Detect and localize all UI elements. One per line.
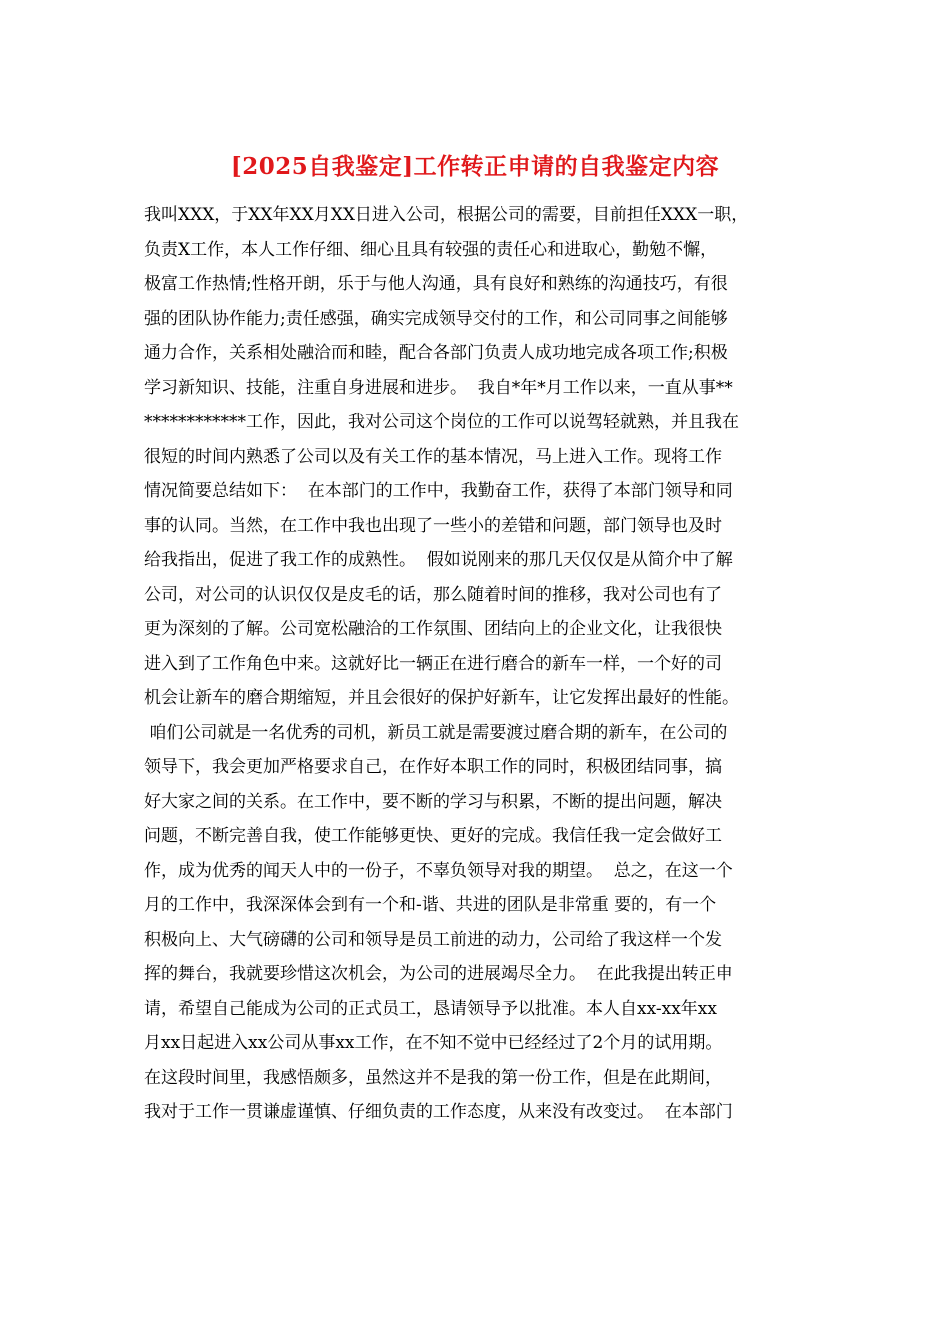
body-line-9: 情况简要总结如下： 在本部门的工作中，我勤奋工作，获得了本部门领导和同	[144, 481, 733, 501]
body-line-19: 问题，不断完善自我，使工作能够更快、更好的完成。我信任我一定会做好工	[144, 826, 722, 846]
body-line-1: 我叫XXX，于XX年XX月XX日进入公司，根据公司的需要，目前担任XXX一职，	[144, 205, 749, 225]
body-line-23: 挥的舞台，我就要珍惜这次机会，为公司的进展竭尽全力。 在此我提出转正申	[144, 964, 733, 984]
body-line-18: 好大家之间的关系。在工作中，要不断的学习与积累，不断的提出问题，解决	[144, 791, 722, 812]
body-line-24: 请，希望自己能成为公司的正式员工，恳请领导予以批准。本人自xx-xx年xx	[144, 998, 717, 1019]
body-line-21: 月的工作中，我深深体会到有一个和-谐、共进的团队是非常重 要的，有一个	[144, 895, 717, 915]
body-line-4: 强的团队协作能力;责任感强，确实完成领导交付的工作，和公司同事之间能够	[144, 308, 728, 329]
body-line-22: 积极向上、大气磅礴的公司和领导是员工前进的动力，公司给了我这样一个发	[144, 929, 722, 950]
document-body	[144, 198, 809, 1130]
body-line-27: 我对于工作一贯谦虚谨慎、仔细负责的工作态度，从来没有改变过。 在本部门	[144, 1102, 733, 1122]
body-line-2: 负责X工作，本人工作仔细、细心且具有较强的责任心和进取心，勤勉不懈，	[144, 239, 718, 260]
body-line-12: 公司，对公司的认识仅仅是皮毛的话，那么随着时间的推移，我对公司也有了	[144, 584, 722, 605]
body-line-20: 作，成为优秀的闻天人中的一份子，不辜负领导对我的期望。 总之，在这一个	[144, 860, 733, 881]
body-line-16: 咱们公司就是一名优秀的司机，新员工就是需要渡过磨合期的新车，在公司的	[144, 722, 728, 743]
body-line-7: ************工作，因此，我对公司这个岗位的工作可以说驾轻就熟，并且我在	[144, 412, 739, 432]
body-line-14: 进入到了工作角色中来。这就好比一辆正在进行磨合的新车一样，一个好的司	[144, 653, 722, 674]
body-line-5: 通力合作，关系相处融洽而和睦，配合各部门负责人成功地完成各项工作;积极	[144, 343, 728, 363]
body-line-25: 月xx日起进入xx公司从事xx工作，在不知不觉中已经经过了2个月的试用期。	[144, 1033, 723, 1053]
body-line-13: 更为深刻的了解。公司宽松融洽的工作氛围、团结向上的企业文化，让我很快	[144, 619, 722, 639]
body-line-26: 在这段时间里，我感悟颇多，虽然这并不是我的第一份工作，但是在此期间，	[144, 1067, 722, 1088]
body-line-11: 给我指出，促进了我工作的成熟性。 假如说刚来的那几天仅仅是从简介中了解	[144, 550, 733, 570]
body-line-17: 领导下，我会更加严格要求自己，在作好本职工作的同时，积极团结同事，搞	[144, 757, 722, 777]
body-line-6: 学习新知识、技能，注重自身进展和进步。 我自*年*月工作以来，一直从事**	[144, 377, 733, 398]
document-title: [2025自我鉴定]工作转正申请的自我鉴定内容	[230, 153, 720, 180]
body-line-3: 极富工作热情;性格开朗，乐于与他人沟通，具有良好和熟练的沟通技巧，有很	[144, 274, 728, 294]
body-line-8: 很短的时间内熟悉了公司以及有关工作的基本情况，马上进入工作。现将工作	[144, 446, 722, 467]
body-line-10: 事的认同。当然，在工作中我也出现了一些小的差错和问题，部门领导也及时	[144, 515, 722, 536]
body-line-15: 机会让新车的磨合期缩短，并且会很好的保护好新车，让它发挥出最好的性能。	[144, 688, 739, 708]
